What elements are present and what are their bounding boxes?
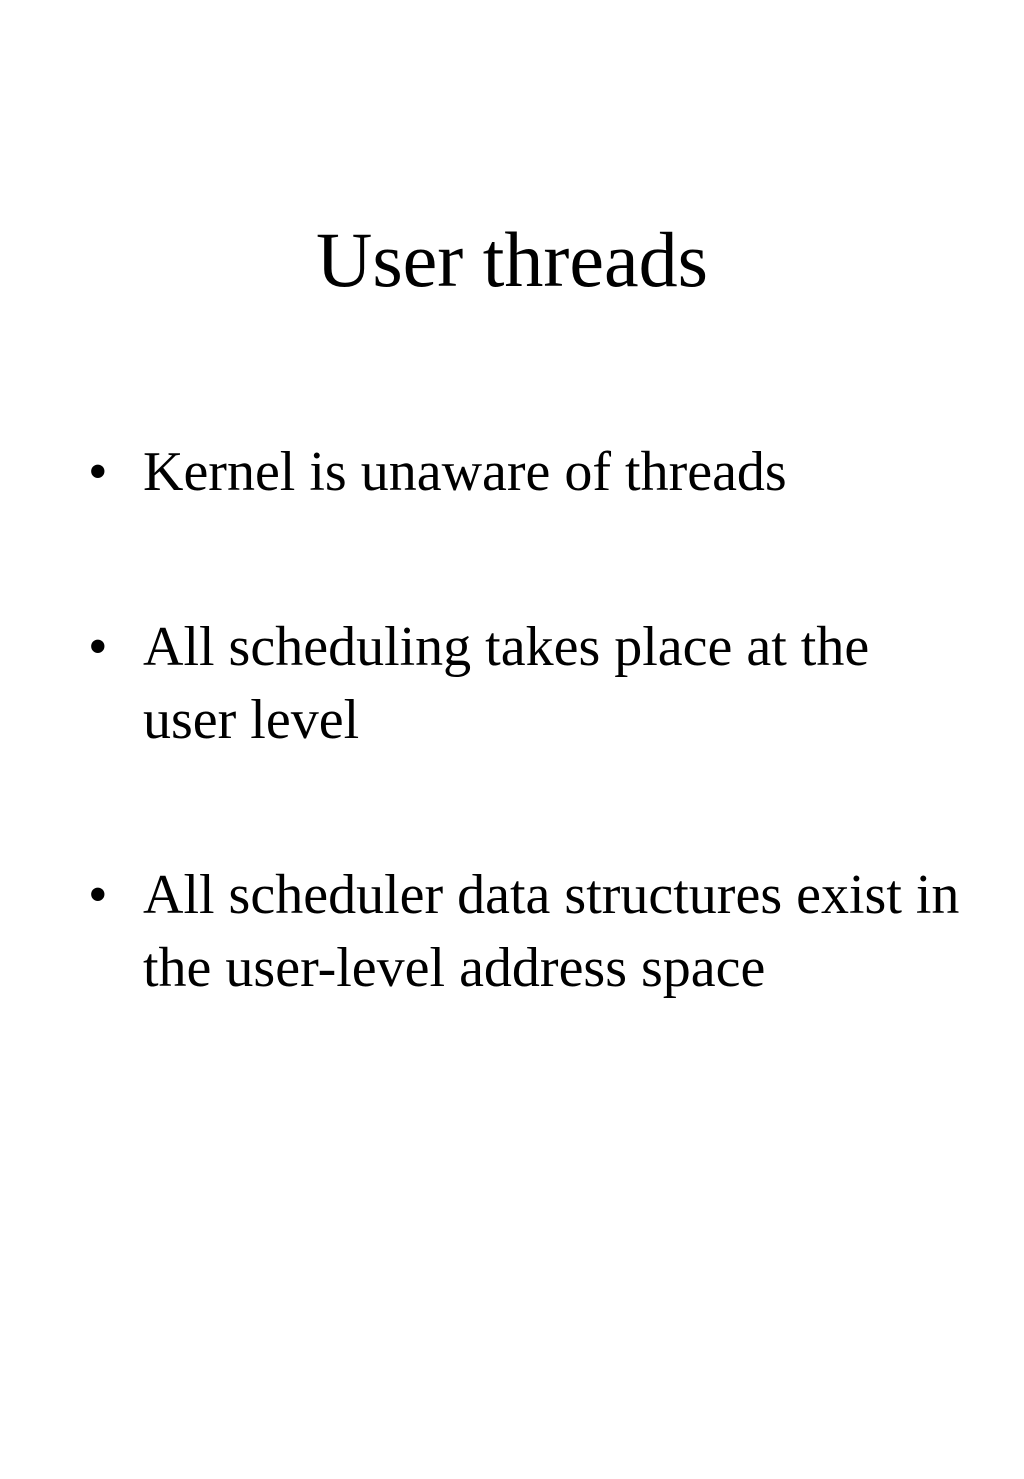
- slide-title: User threads: [315, 216, 709, 303]
- bullet-text: Kernel is unaware of threads: [143, 441, 787, 503]
- bullet-icon: •: [88, 441, 108, 503]
- bullet-icon: •: [88, 864, 108, 926]
- bullet-text: All scheduler data structures exist in the user-level address space: [143, 864, 960, 999]
- bullet-text: All scheduling takes place at the user level: [143, 616, 870, 751]
- bullet-icon: •: [88, 616, 108, 678]
